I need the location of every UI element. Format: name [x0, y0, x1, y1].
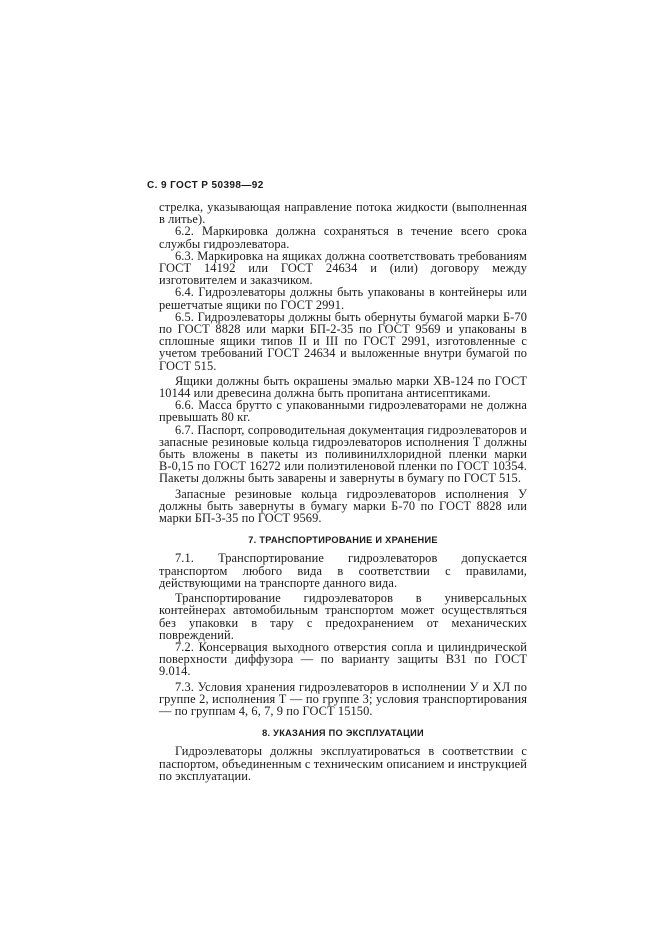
- paragraph-6-7-rings: Запасные резиновые кольца гидроэлеваторов исполнения У должны быть завернуты в бумагу марки Б-70 по ГОСТ 8828 или марки БП-3-35 по ГОСТ 9569.: [159, 486, 527, 526]
- paragraph-7-1-containers: Транспортирование гидроэлеваторов в универсальных контейнерах автомобильным транспортом может осуществляться без упаковки в тару с предохранением от механических повреждений.: [159, 591, 527, 642]
- section-7: [159, 534, 527, 717]
- section-8: [159, 727, 527, 782]
- document-body: [159, 201, 527, 782]
- paragraph-7-1: 7.1. Транспортирование гидроэлеваторов допускается транспортом любого вида в соответствии с правилами, действующими на транспорте данного вида.: [159, 551, 527, 590]
- paragraph-8: Гидроэлеваторы должны эксплуатироваться в соответствии с паспортом, объединенным с техническим описанием и инструкцией по эксплуатации.: [159, 744, 527, 783]
- paragraph-7-2: 7.2. Консервация выходного отверстия сопла и цилиндрической поверхности диффузора — по варианту защиты В31 по ГОСТ 9.014.: [159, 639, 527, 679]
- paragraph-6-5-boxes: Ящики должны быть окрашены эмалью марки ХВ-124 по ГОСТ 10144 или древесина должна быть пропитана антисептиками.: [159, 373, 527, 401]
- section-6-continued: [159, 201, 527, 524]
- paragraph-6-7: 6.7. Паспорт, сопроводительная документация гидроэлеваторов и запасные резиновые кольца гидроэлеваторов исполнения Т должны быть вложены в пакеты из поливинилхлоридной пленки марки В-0,15 по ГОСТ 16272 или полиэтиленовой пленки по ГОСТ 10354. Пакеты должны быть заварены и завернуты в бумагу по ГОСТ 515.: [159, 422, 527, 486]
- paragraph-6-6: 6.6. Масса брутто с упакованными гидроэлеваторами не должна превышать 80 кг.: [159, 398, 527, 425]
- paragraph-7-3: 7.3. Условия хранения гидроэлеваторов в исполнении У и ХЛ по группе 2, исполнения Т — по группе 3; условия транспортирования — по группам 4, 6, 7, 9 по ГОСТ 15150.: [159, 679, 527, 718]
- section-7-heading: 7. ТРАНСПОРТИРОВАНИЕ И ХРАНЕНИЕ: [248, 535, 438, 546]
- paragraph-6-3: 6.3. Маркировка на ящиках должна соответствовать требованиям ГОСТ 14192 или ГОСТ 24634 и (или) договору между изготовителем и заказчиком.: [159, 248, 527, 288]
- paragraph-6-5: 6.5. Гидроэлеваторы должны быть обернуты бумагой марки Б-70 по ГОСТ 8828 или марки БП-2-35 по ГОСТ 9569 и упакованы в сплошные ящики типов II и III по ГОСТ 2991, изготовленные с учетом требований ГОСТ 24634 и выложенные внутри бумагой по ГОСТ 515.: [159, 309, 527, 373]
- section-8-heading: 8. УКАЗАНИЯ ПО ЭКСПЛУАТАЦИИ: [262, 728, 424, 739]
- paragraph-6-2: 6.2. Маркировка должна сохраняться в течение всего срока службы гидроэлеватора.: [159, 224, 527, 251]
- paragraph-6-4: 6.4. Гидроэлеваторы должны быть упакованы в контейнеры или решетчатые ящики по ГОСТ 2991.: [159, 285, 527, 312]
- page-header: С. 9 ГОСТ Р 50398—92: [147, 180, 264, 191]
- paragraph-6-1-continued: стрелка, указывающая направление потока жидкости (выполненная в литье).: [159, 200, 527, 227]
